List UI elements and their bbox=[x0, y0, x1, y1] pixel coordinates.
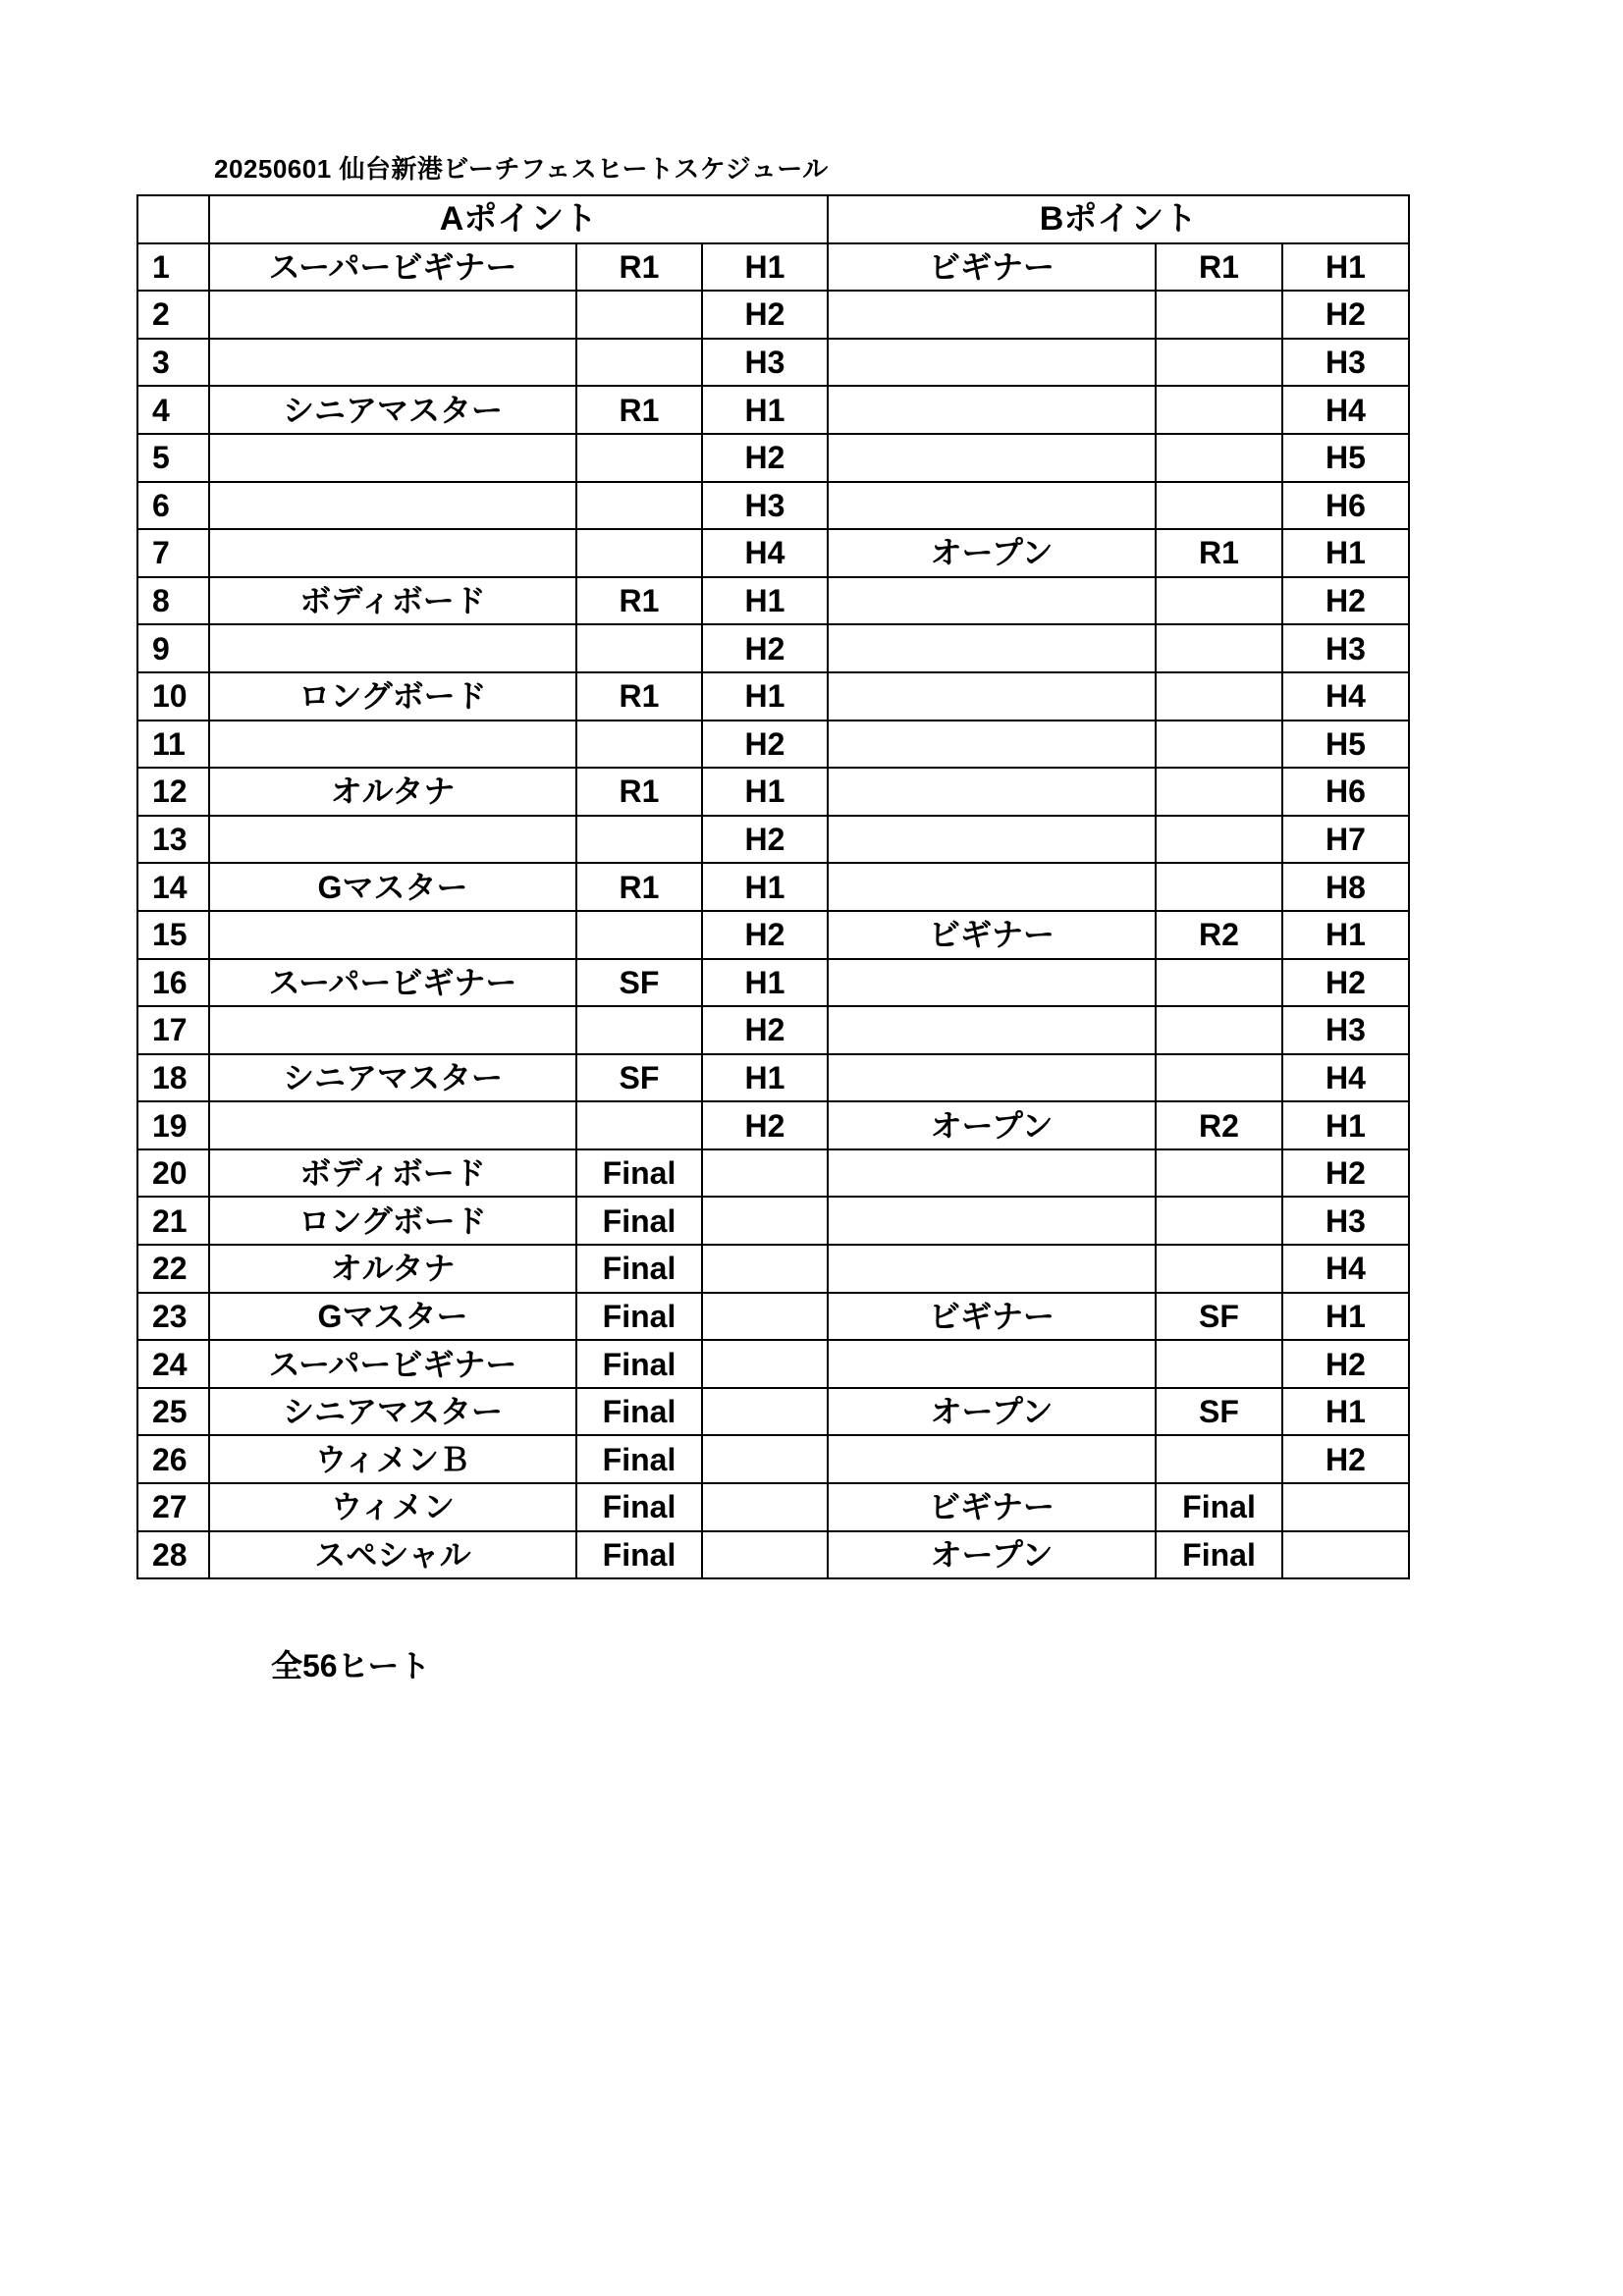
b-point-category-cell: ビギナー bbox=[828, 911, 1156, 959]
heat-number-cell: 19 bbox=[137, 1101, 209, 1149]
a-point-heat-cell bbox=[702, 1197, 828, 1245]
b-point-heat-cell: H2 bbox=[1282, 959, 1409, 1007]
b-point-heat-cell: H2 bbox=[1282, 1340, 1409, 1388]
b-point-category-cell: ビギナー bbox=[828, 243, 1156, 292]
b-point-heat-cell: H1 bbox=[1282, 529, 1409, 577]
total-heats: 全56ヒート bbox=[271, 1648, 431, 1683]
heat-number-cell: 11 bbox=[137, 721, 209, 769]
b-point-category-cell bbox=[828, 672, 1156, 721]
table-row bbox=[137, 529, 1409, 577]
table-row bbox=[137, 768, 1409, 816]
b-point-round-cell bbox=[1156, 1197, 1282, 1245]
a-point-round-cell: R1 bbox=[576, 577, 702, 625]
header-b-point: Bポイント bbox=[828, 195, 1409, 243]
a-point-round-cell bbox=[576, 721, 702, 769]
a-point-category-cell: オルタナ bbox=[209, 1245, 576, 1293]
b-point-category-cell bbox=[828, 1197, 1156, 1245]
a-point-category-cell: ロングボード bbox=[209, 672, 576, 721]
b-point-heat-cell: H3 bbox=[1282, 1197, 1409, 1245]
table-row bbox=[137, 1245, 1409, 1293]
a-point-category-cell: シニアマスター bbox=[209, 1054, 576, 1102]
b-point-heat-cell: H8 bbox=[1282, 863, 1409, 911]
a-point-category-cell bbox=[209, 624, 576, 672]
a-point-category-cell bbox=[209, 434, 576, 482]
a-point-heat-cell bbox=[702, 1388, 828, 1436]
b-point-category-cell bbox=[828, 386, 1156, 434]
a-point-round-cell bbox=[576, 624, 702, 672]
table-row bbox=[137, 291, 1409, 339]
b-point-heat-cell: H6 bbox=[1282, 768, 1409, 816]
b-point-heat-cell bbox=[1282, 1483, 1409, 1531]
b-point-category-cell bbox=[828, 768, 1156, 816]
a-point-category-cell: シニアマスター bbox=[209, 386, 576, 434]
b-point-round-cell bbox=[1156, 1340, 1282, 1388]
table-row bbox=[137, 1149, 1409, 1198]
a-point-heat-cell: H2 bbox=[702, 1101, 828, 1149]
a-point-round-cell: Final bbox=[576, 1149, 702, 1198]
a-point-heat-cell bbox=[702, 1483, 828, 1531]
a-point-heat-cell: H1 bbox=[702, 768, 828, 816]
b-point-round-cell bbox=[1156, 1054, 1282, 1102]
b-point-heat-cell: H4 bbox=[1282, 1054, 1409, 1102]
a-point-category-cell: ボディボード bbox=[209, 1149, 576, 1198]
a-point-round-cell: Final bbox=[576, 1197, 702, 1245]
b-point-category-cell bbox=[828, 577, 1156, 625]
b-point-category-cell bbox=[828, 1149, 1156, 1198]
a-point-heat-cell bbox=[702, 1149, 828, 1198]
a-point-category-cell bbox=[209, 911, 576, 959]
table-row bbox=[137, 1006, 1409, 1054]
b-point-round-cell: Final bbox=[1156, 1483, 1282, 1531]
b-point-heat-cell: H3 bbox=[1282, 339, 1409, 387]
b-point-round-cell bbox=[1156, 816, 1282, 864]
b-point-category-cell bbox=[828, 1245, 1156, 1293]
b-point-category-cell bbox=[828, 291, 1156, 339]
a-point-category-cell: スーパービギナー bbox=[209, 243, 576, 292]
table-row bbox=[137, 434, 1409, 482]
a-point-category-cell: オルタナ bbox=[209, 768, 576, 816]
b-point-round-cell: SF bbox=[1156, 1388, 1282, 1436]
table-row bbox=[137, 577, 1409, 625]
a-point-heat-cell: H4 bbox=[702, 529, 828, 577]
a-point-heat-cell bbox=[702, 1435, 828, 1483]
a-point-heat-cell: H1 bbox=[702, 1054, 828, 1102]
heat-number-cell: 16 bbox=[137, 959, 209, 1007]
b-point-round-cell bbox=[1156, 291, 1282, 339]
b-point-heat-cell: H1 bbox=[1282, 1101, 1409, 1149]
a-point-heat-cell bbox=[702, 1340, 828, 1388]
b-point-category-cell: ビギナー bbox=[828, 1293, 1156, 1341]
a-point-heat-cell: H2 bbox=[702, 911, 828, 959]
table-row bbox=[137, 1054, 1409, 1102]
a-point-round-cell bbox=[576, 291, 702, 339]
a-point-category-cell bbox=[209, 291, 576, 339]
b-point-round-cell bbox=[1156, 1006, 1282, 1054]
a-point-category-cell bbox=[209, 816, 576, 864]
table-row bbox=[137, 1388, 1409, 1436]
a-point-category-cell bbox=[209, 1101, 576, 1149]
a-point-heat-cell: H3 bbox=[702, 339, 828, 387]
a-point-round-cell: R1 bbox=[576, 672, 702, 721]
a-point-heat-cell: H2 bbox=[702, 816, 828, 864]
heat-number-cell: 25 bbox=[137, 1388, 209, 1436]
b-point-heat-cell: H1 bbox=[1282, 1388, 1409, 1436]
a-point-round-cell: R1 bbox=[576, 243, 702, 292]
heat-number-cell: 12 bbox=[137, 768, 209, 816]
b-point-heat-cell: H1 bbox=[1282, 911, 1409, 959]
a-point-heat-cell: H3 bbox=[702, 482, 828, 530]
b-point-round-cell bbox=[1156, 1435, 1282, 1483]
b-point-round-cell bbox=[1156, 768, 1282, 816]
a-point-round-cell: Final bbox=[576, 1483, 702, 1531]
a-point-round-cell: SF bbox=[576, 959, 702, 1007]
a-point-category-cell: ボディボード bbox=[209, 577, 576, 625]
heat-number-cell: 24 bbox=[137, 1340, 209, 1388]
b-point-heat-cell: H1 bbox=[1282, 1293, 1409, 1341]
heat-number-cell: 7 bbox=[137, 529, 209, 577]
a-point-round-cell: R1 bbox=[576, 863, 702, 911]
b-point-category-cell bbox=[828, 482, 1156, 530]
b-point-heat-cell: H4 bbox=[1282, 1245, 1409, 1293]
a-point-heat-cell: H1 bbox=[702, 577, 828, 625]
a-point-round-cell bbox=[576, 339, 702, 387]
a-point-category-cell bbox=[209, 482, 576, 530]
b-point-category-cell bbox=[828, 863, 1156, 911]
b-point-round-cell bbox=[1156, 434, 1282, 482]
heat-number-cell: 13 bbox=[137, 816, 209, 864]
a-point-heat-cell bbox=[702, 1245, 828, 1293]
a-point-category-cell bbox=[209, 1006, 576, 1054]
heat-number-cell: 15 bbox=[137, 911, 209, 959]
b-point-heat-cell bbox=[1282, 1531, 1409, 1579]
b-point-heat-cell: H3 bbox=[1282, 1006, 1409, 1054]
a-point-round-cell bbox=[576, 434, 702, 482]
a-point-round-cell: Final bbox=[576, 1340, 702, 1388]
b-point-round-cell bbox=[1156, 721, 1282, 769]
b-point-category-cell bbox=[828, 959, 1156, 1007]
a-point-round-cell: R1 bbox=[576, 768, 702, 816]
a-point-category-cell: スーパービギナー bbox=[209, 1340, 576, 1388]
a-point-category-cell: スーパービギナー bbox=[209, 959, 576, 1007]
heat-number-cell: 3 bbox=[137, 339, 209, 387]
b-point-category-cell bbox=[828, 434, 1156, 482]
b-point-heat-cell: H3 bbox=[1282, 624, 1409, 672]
b-point-category-cell: オープン bbox=[828, 1101, 1156, 1149]
a-point-heat-cell: H2 bbox=[702, 291, 828, 339]
heat-number-cell: 17 bbox=[137, 1006, 209, 1054]
heat-number-cell: 20 bbox=[137, 1149, 209, 1198]
b-point-heat-cell: H7 bbox=[1282, 816, 1409, 864]
b-point-category-cell: オープン bbox=[828, 529, 1156, 577]
table-row bbox=[137, 959, 1409, 1007]
header-corner-cell bbox=[137, 195, 209, 243]
b-point-category-cell: オープン bbox=[828, 1531, 1156, 1579]
a-point-round-cell: Final bbox=[576, 1435, 702, 1483]
b-point-heat-cell: H2 bbox=[1282, 291, 1409, 339]
table-row bbox=[137, 339, 1409, 387]
b-point-heat-cell: H5 bbox=[1282, 434, 1409, 482]
heat-number-cell: 2 bbox=[137, 291, 209, 339]
heat-number-cell: 9 bbox=[137, 624, 209, 672]
b-point-round-cell: R2 bbox=[1156, 911, 1282, 959]
b-point-round-cell: R2 bbox=[1156, 1101, 1282, 1149]
a-point-heat-cell: H2 bbox=[702, 1006, 828, 1054]
heat-number-cell: 26 bbox=[137, 1435, 209, 1483]
b-point-heat-cell: H5 bbox=[1282, 721, 1409, 769]
a-point-heat-cell: H1 bbox=[702, 863, 828, 911]
heat-number-cell: 8 bbox=[137, 577, 209, 625]
a-point-category-cell: シニアマスター bbox=[209, 1388, 576, 1436]
a-point-heat-cell: H2 bbox=[702, 434, 828, 482]
a-point-category-cell: ウィメン bbox=[209, 1483, 576, 1531]
a-point-round-cell: Final bbox=[576, 1531, 702, 1579]
a-point-heat-cell bbox=[702, 1293, 828, 1341]
a-point-heat-cell: H1 bbox=[702, 386, 828, 434]
b-point-category-cell bbox=[828, 816, 1156, 864]
b-point-round-cell: SF bbox=[1156, 1293, 1282, 1341]
a-point-round-cell bbox=[576, 816, 702, 864]
a-point-category-cell: ウィメンＢ bbox=[209, 1435, 576, 1483]
a-point-heat-cell: H2 bbox=[702, 624, 828, 672]
b-point-heat-cell: H6 bbox=[1282, 482, 1409, 530]
heat-number-cell: 4 bbox=[137, 386, 209, 434]
table-row bbox=[137, 624, 1409, 672]
a-point-round-cell bbox=[576, 1006, 702, 1054]
b-point-category-cell bbox=[828, 624, 1156, 672]
a-point-round-cell bbox=[576, 482, 702, 530]
b-point-round-cell bbox=[1156, 863, 1282, 911]
a-point-round-cell: SF bbox=[576, 1054, 702, 1102]
heat-number-cell: 6 bbox=[137, 482, 209, 530]
table-row bbox=[137, 1340, 1409, 1388]
b-point-category-cell bbox=[828, 1340, 1156, 1388]
table-row bbox=[137, 911, 1409, 959]
a-point-heat-cell: H1 bbox=[702, 672, 828, 721]
table-row bbox=[137, 243, 1409, 292]
a-point-heat-cell: H1 bbox=[702, 243, 828, 292]
a-point-round-cell: R1 bbox=[576, 386, 702, 434]
a-point-category-cell: スペシャル bbox=[209, 1531, 576, 1579]
a-point-round-cell bbox=[576, 529, 702, 577]
b-point-round-cell bbox=[1156, 672, 1282, 721]
table-row bbox=[137, 816, 1409, 864]
heat-number-cell: 22 bbox=[137, 1245, 209, 1293]
heat-number-cell: 10 bbox=[137, 672, 209, 721]
heat-number-cell: 14 bbox=[137, 863, 209, 911]
table-row bbox=[137, 1293, 1409, 1341]
heat-schedule-table bbox=[136, 194, 1410, 1579]
b-point-round-cell bbox=[1156, 1149, 1282, 1198]
a-point-category-cell: ロングボード bbox=[209, 1197, 576, 1245]
heat-number-cell: 27 bbox=[137, 1483, 209, 1531]
heat-number-cell: 28 bbox=[137, 1531, 209, 1579]
a-point-heat-cell: H2 bbox=[702, 721, 828, 769]
table-row bbox=[137, 1435, 1409, 1483]
a-point-round-cell bbox=[576, 911, 702, 959]
table-row bbox=[137, 672, 1409, 721]
table-row bbox=[137, 863, 1409, 911]
a-point-category-cell bbox=[209, 529, 576, 577]
b-point-round-cell bbox=[1156, 959, 1282, 1007]
heat-number-cell: 21 bbox=[137, 1197, 209, 1245]
a-point-round-cell: Final bbox=[576, 1293, 702, 1341]
table-row bbox=[137, 1101, 1409, 1149]
b-point-heat-cell: H4 bbox=[1282, 386, 1409, 434]
a-point-round-cell: Final bbox=[576, 1245, 702, 1293]
b-point-category-cell bbox=[828, 1054, 1156, 1102]
b-point-category-cell: ビギナー bbox=[828, 1483, 1156, 1531]
page-title: 20250601 仙台新港ビーチフェスヒートスケジュール bbox=[214, 154, 829, 184]
b-point-category-cell bbox=[828, 721, 1156, 769]
a-point-round-cell bbox=[576, 1101, 702, 1149]
b-point-round-cell bbox=[1156, 482, 1282, 530]
b-point-heat-cell: H1 bbox=[1282, 243, 1409, 292]
b-point-category-cell bbox=[828, 1006, 1156, 1054]
a-point-heat-cell: H1 bbox=[702, 959, 828, 1007]
a-point-category-cell bbox=[209, 339, 576, 387]
a-point-category-cell: Gマスター bbox=[209, 1293, 576, 1341]
heat-number-cell: 1 bbox=[137, 243, 209, 292]
b-point-round-cell bbox=[1156, 386, 1282, 434]
b-point-round-cell bbox=[1156, 624, 1282, 672]
table-row bbox=[137, 721, 1409, 769]
header-a-point: Aポイント bbox=[209, 195, 828, 243]
b-point-round-cell bbox=[1156, 577, 1282, 625]
b-point-category-cell bbox=[828, 1435, 1156, 1483]
a-point-heat-cell bbox=[702, 1531, 828, 1579]
b-point-category-cell: オープン bbox=[828, 1388, 1156, 1436]
heat-number-cell: 23 bbox=[137, 1293, 209, 1341]
b-point-category-cell bbox=[828, 339, 1156, 387]
b-point-heat-cell: H2 bbox=[1282, 1435, 1409, 1483]
b-point-round-cell bbox=[1156, 1245, 1282, 1293]
table-row bbox=[137, 482, 1409, 530]
table-header-row bbox=[137, 195, 1409, 243]
table-row bbox=[137, 1197, 1409, 1245]
table-row bbox=[137, 1483, 1409, 1531]
b-point-heat-cell: H2 bbox=[1282, 1149, 1409, 1198]
a-point-category-cell: Gマスター bbox=[209, 863, 576, 911]
b-point-heat-cell: H2 bbox=[1282, 577, 1409, 625]
heat-number-cell: 18 bbox=[137, 1054, 209, 1102]
b-point-round-cell: R1 bbox=[1156, 529, 1282, 577]
b-point-round-cell bbox=[1156, 339, 1282, 387]
table-row bbox=[137, 386, 1409, 434]
b-point-round-cell: Final bbox=[1156, 1531, 1282, 1579]
a-point-category-cell bbox=[209, 721, 576, 769]
table-row bbox=[137, 1531, 1409, 1579]
heat-number-cell: 5 bbox=[137, 434, 209, 482]
a-point-round-cell: Final bbox=[576, 1388, 702, 1436]
b-point-round-cell: R1 bbox=[1156, 243, 1282, 292]
b-point-heat-cell: H4 bbox=[1282, 672, 1409, 721]
